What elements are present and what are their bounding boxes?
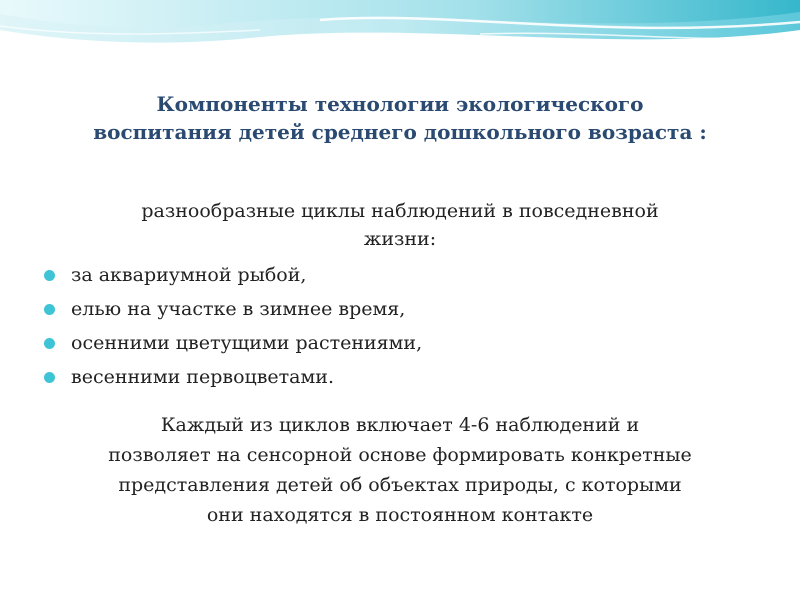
list-item [44, 258, 422, 292]
closing-paragraph [40, 410, 760, 530]
slide-title [40, 90, 760, 146]
bullet-text: елью на участке в зимнее время, [71, 298, 406, 320]
list-item [44, 292, 422, 326]
bullet-dot-icon [44, 270, 55, 281]
bullet-text: осенними цветущими растениями, [71, 332, 423, 354]
bullet-text: за аквариумной рыбой, [71, 264, 307, 286]
intro-line-1: разнообразные циклы наблюдений в повседневной [141, 200, 659, 222]
bullet-text: весенними первоцветами. [71, 366, 334, 388]
closing-line-4: они находятся в постоянном контакте [206, 504, 594, 526]
title-line-2: воспитания детей среднего дошкольного возраста : [93, 120, 707, 144]
bullet-dot-icon [44, 304, 55, 315]
closing-line-2: позволяет на сенсорной основе формировать конкретные [108, 444, 692, 466]
bullet-list [44, 258, 422, 394]
title-line-1: Компоненты технологии экологического [156, 92, 644, 116]
intro-text [60, 197, 740, 253]
intro-line-2: жизни: [363, 228, 437, 250]
bullet-dot-icon [44, 372, 55, 383]
closing-line-3: представления детей об объектах природы, с которыми [118, 474, 682, 496]
list-item [44, 326, 422, 360]
bullet-dot-icon [44, 338, 55, 349]
wave-header-decoration [0, 0, 800, 90]
list-item [44, 360, 422, 394]
closing-line-1: Каждый из циклов включает 4-6 наблюдений и [160, 414, 640, 436]
